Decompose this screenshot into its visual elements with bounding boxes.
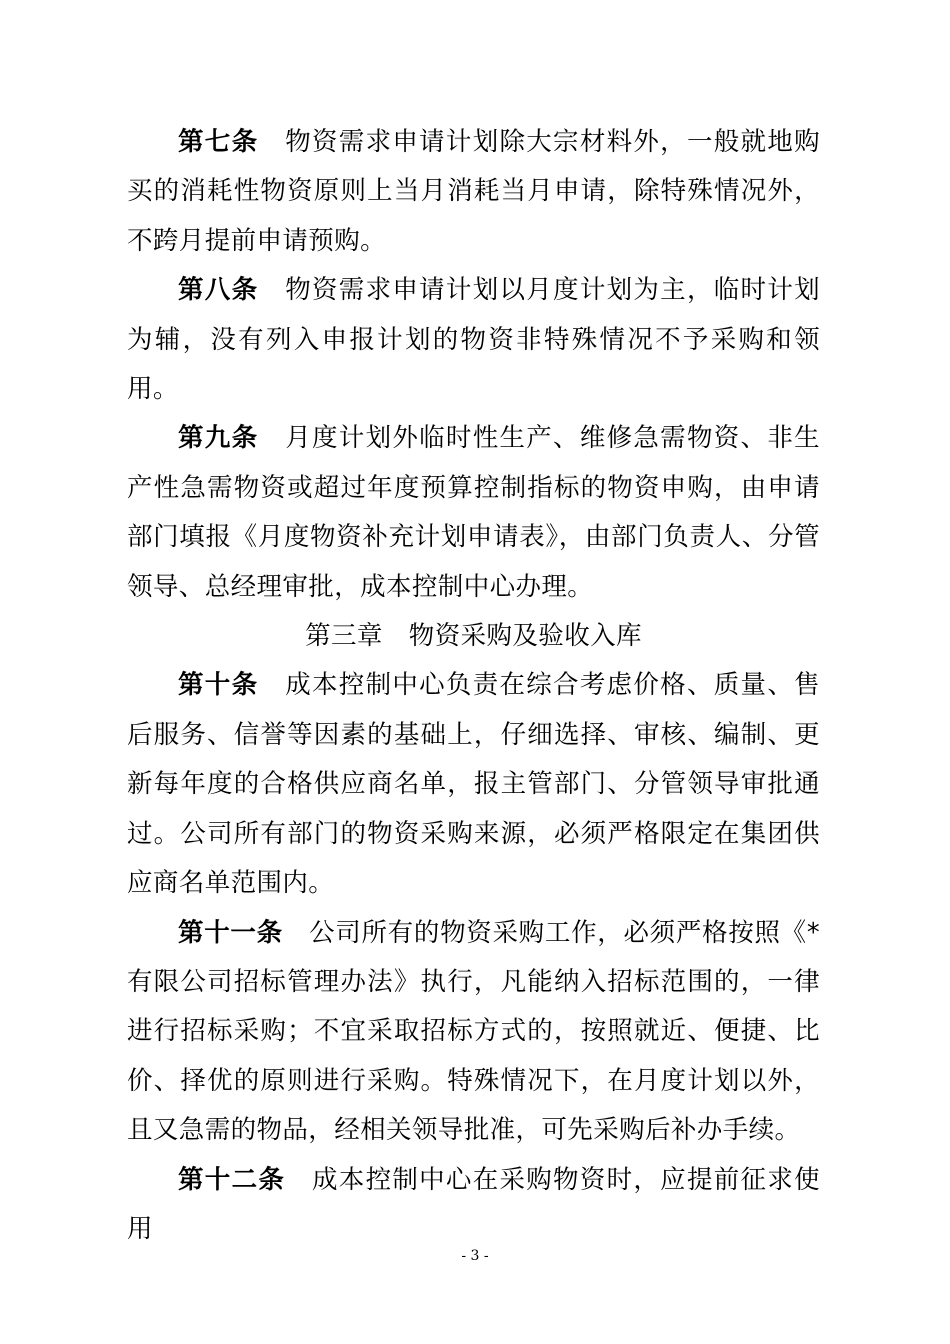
article-text: 公司所有的物资采购工作，必须严格按照《*有限公司招标管理办法》执行，凡能纳入招标范围的，一律进行招标采购；不宜采取招标方式的，按照就近、便捷、比价、择优的原则进行采购。特殊情况下，在月度计划以外，且又急需的物品，经相关领导批准，可先采购后补办手续。 [127, 917, 820, 1146]
article-text: 成本控制中心在采购物资时，应提前征求使用 [127, 1164, 820, 1244]
article-label: 第八条 [178, 275, 259, 306]
chapter-number: 第三章 [305, 621, 383, 652]
article-label: 第七条 [178, 127, 259, 157]
article-7 [127, 118, 820, 266]
article-label: 第十一条 [178, 917, 283, 948]
document-body [127, 118, 820, 1254]
article-12 [127, 1156, 820, 1255]
page-number: - 3 - [461, 1248, 489, 1264]
article-text: 月度计划外临时性生产、维修急需物资、非生产性急需物资或超过年度预算控制指标的物资申购，由申请部门填报《月度物资补充计划申请表》，由部门负责人、分管领导、总经理审批，成本控制中心办理。 [127, 423, 820, 602]
article-label: 第九条 [178, 423, 259, 454]
article-text: 物资需求申请计划以月度计划为主，临时计划为辅，没有列入申报计划的物资非特殊情况不予采购和领用。 [127, 275, 820, 405]
article-text: 成本控制中心负责在综合考虑价格、质量、售后服务、信誉等因素的基础上，仔细选择、审核、编制、更新每年度的合格供应商名单，报主管部门、分管领导审批通过。公司所有部门的物资采购来源，必须严格限定在集团供应商名单范围内。 [127, 670, 820, 899]
article-10 [127, 661, 820, 908]
article-8 [127, 266, 820, 414]
chapter-title: 物资采购及验收入库 [408, 621, 642, 652]
article-text: 物资需求申请计划除大宗材料外，一般就地购买的消耗性物资原则上当月消耗当月申请，除特殊情况外，不跨月提前申请预购。 [127, 127, 820, 256]
chapter-heading [127, 612, 820, 661]
article-9 [127, 414, 820, 612]
article-label: 第十条 [178, 670, 259, 701]
article-11 [127, 909, 820, 1156]
article-label: 第十二条 [178, 1164, 286, 1195]
